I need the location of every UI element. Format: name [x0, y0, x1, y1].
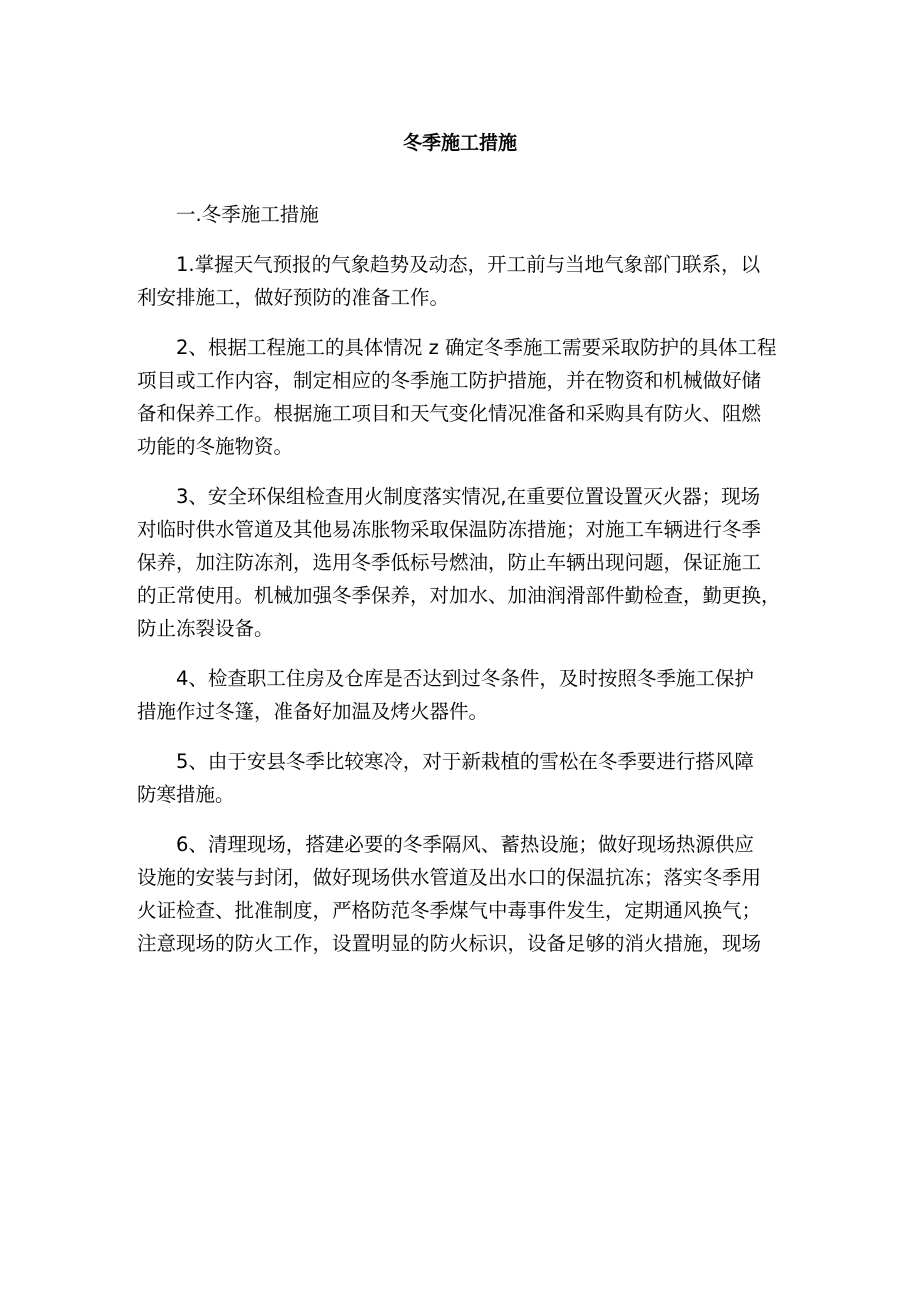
paragraph-line: 防寒措施。 — [137, 783, 235, 806]
document-title: 冬季施工措施 — [402, 132, 517, 154]
paragraph-6 — [137, 828, 801, 960]
paragraph-line: 保养，加注防冻剂，选用冬季低标号燃油，防止车辆出现问题，保证施工 — [137, 551, 762, 574]
paragraph-line: 项目或工作内容，制定相应的冬季施工防护措施，并在物资和机械做好储 — [137, 369, 762, 392]
paragraph-line: 的正常使用。机械加强冬季保养，对加水、加油润滑部件勤检查，勤更换， — [137, 584, 781, 607]
paragraph-line: 2、根据工程施工的具体情况 z 确定冬季施工需要采取防护的具体工程 — [176, 336, 777, 359]
paragraph-1 — [137, 248, 801, 314]
paragraph-2 — [137, 331, 801, 463]
paragraph-line: 5、由于安县冬季比较寒冷，对于新栽植的雪松在冬季要进行搭风障 — [176, 750, 754, 773]
paragraph-line: 设施的安装与封闭，做好现场供水管道及出水口的保温抗冻；落实冬季用 — [137, 866, 762, 889]
paragraph-line: 防止冻裂设备。 — [137, 617, 274, 640]
paragraph-line: 利安排施工，做好预防的准备工作。 — [137, 286, 450, 309]
paragraph-5 — [137, 745, 801, 811]
paragraph-line: 备和保养工作。根据施工项目和天气变化情况准备和采购具有防火、阻燃 — [137, 402, 762, 425]
paragraph-line: 3、安全环保组检查用火制度落实情况,在重要位置设置灭火器；现场 — [176, 485, 761, 508]
paragraph-line: 措施作过冬篷，准备好加温及烤火器件。 — [137, 700, 489, 723]
paragraph-line: 功能的冬施物资。 — [137, 435, 294, 458]
section-heading: 一.冬季施工措施 — [176, 203, 319, 226]
paragraph-line: 对临时供水管道及其他易冻胀物采取保温防冻措施；对施工车辆进行冬季 — [137, 518, 762, 541]
paragraph-line: 6、清理现场，搭建必要的冬季隔风、蓄热设施；做好现场热源供应 — [176, 833, 754, 856]
paragraph-line: 1.掌握天气预报的气象趋势及动态，开工前与当地气象部门联系，以 — [176, 253, 761, 276]
paragraph-line: 4、检查职工住房及仓库是否达到过冬条件，及时按照冬季施工保护 — [176, 667, 754, 690]
document-body — [137, 198, 801, 977]
paragraph-line: 注意现场的防火工作，设置明显的防火标识，设备足够的消火措施，现场 — [137, 932, 762, 955]
paragraph-4 — [137, 662, 801, 728]
paragraph-line: 火证检查、批准制度，严格防范冬季煤气中毒事件发生，定期通风换气； — [137, 899, 762, 922]
paragraph-3 — [137, 480, 801, 645]
